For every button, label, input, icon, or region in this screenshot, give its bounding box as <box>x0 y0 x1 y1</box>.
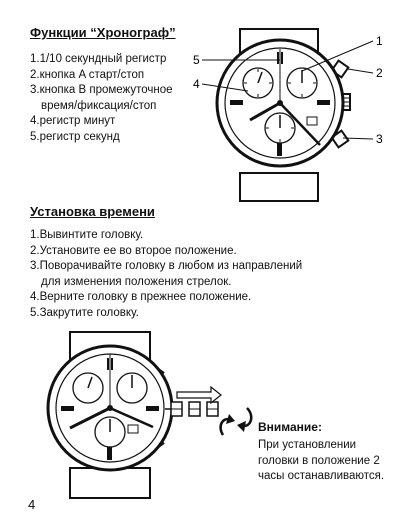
date-window <box>307 117 317 125</box>
section-time-setting-title: Установка времени <box>30 204 155 219</box>
list-item: 4.Верните головку в прежнее положение. <box>30 291 252 303</box>
pull-arrow-icon <box>177 387 221 403</box>
chronograph-watch-diagram <box>190 25 400 205</box>
callout-1: 1 <box>376 34 383 48</box>
notice-line: головки в положение 2 <box>258 454 380 467</box>
callout-5: 5 <box>193 53 200 67</box>
watch-strap-bottom <box>240 173 318 201</box>
list-item: 2.кнопка A старт/стоп <box>30 68 145 81</box>
functions-list <box>30 52 200 145</box>
callout-4: 4 <box>193 77 200 91</box>
page-number: 4 <box>28 497 36 512</box>
date-window <box>128 425 138 433</box>
list-item-continuation: для изменения положения стрелок. <box>41 275 232 288</box>
notice-line: часы останавливаются. <box>258 470 385 482</box>
list-item: 5.регистр секунд <box>30 130 120 143</box>
list-item: 5.Закрутите головку. <box>30 306 139 319</box>
callout-3: 3 <box>376 132 383 146</box>
watch-strap-bottom <box>70 468 150 498</box>
time-setting-list <box>30 228 330 321</box>
list-item: 4.регистр минут <box>30 115 116 127</box>
list-item: 3.кнопка B промежуточное <box>30 84 173 96</box>
notice-line: При установлении <box>258 439 357 451</box>
callout-2: 2 <box>376 66 383 80</box>
list-item: 1.1/10 секундный регистр <box>30 53 167 65</box>
list-item: 2.Установите ее во второе положение. <box>30 244 237 257</box>
notice-body <box>258 438 408 485</box>
notice-title: Внимание: <box>258 420 322 434</box>
list-item: 3.Поворачивайте головку в любом из направлений <box>30 260 303 272</box>
list-item-continuation: время/фиксация/стоп <box>41 99 157 112</box>
time-setting-watch-diagram <box>25 330 275 500</box>
list-item: 1.Вывинтите головку. <box>30 229 144 241</box>
section-functions-title: Функции “Хронограф” <box>30 25 176 40</box>
